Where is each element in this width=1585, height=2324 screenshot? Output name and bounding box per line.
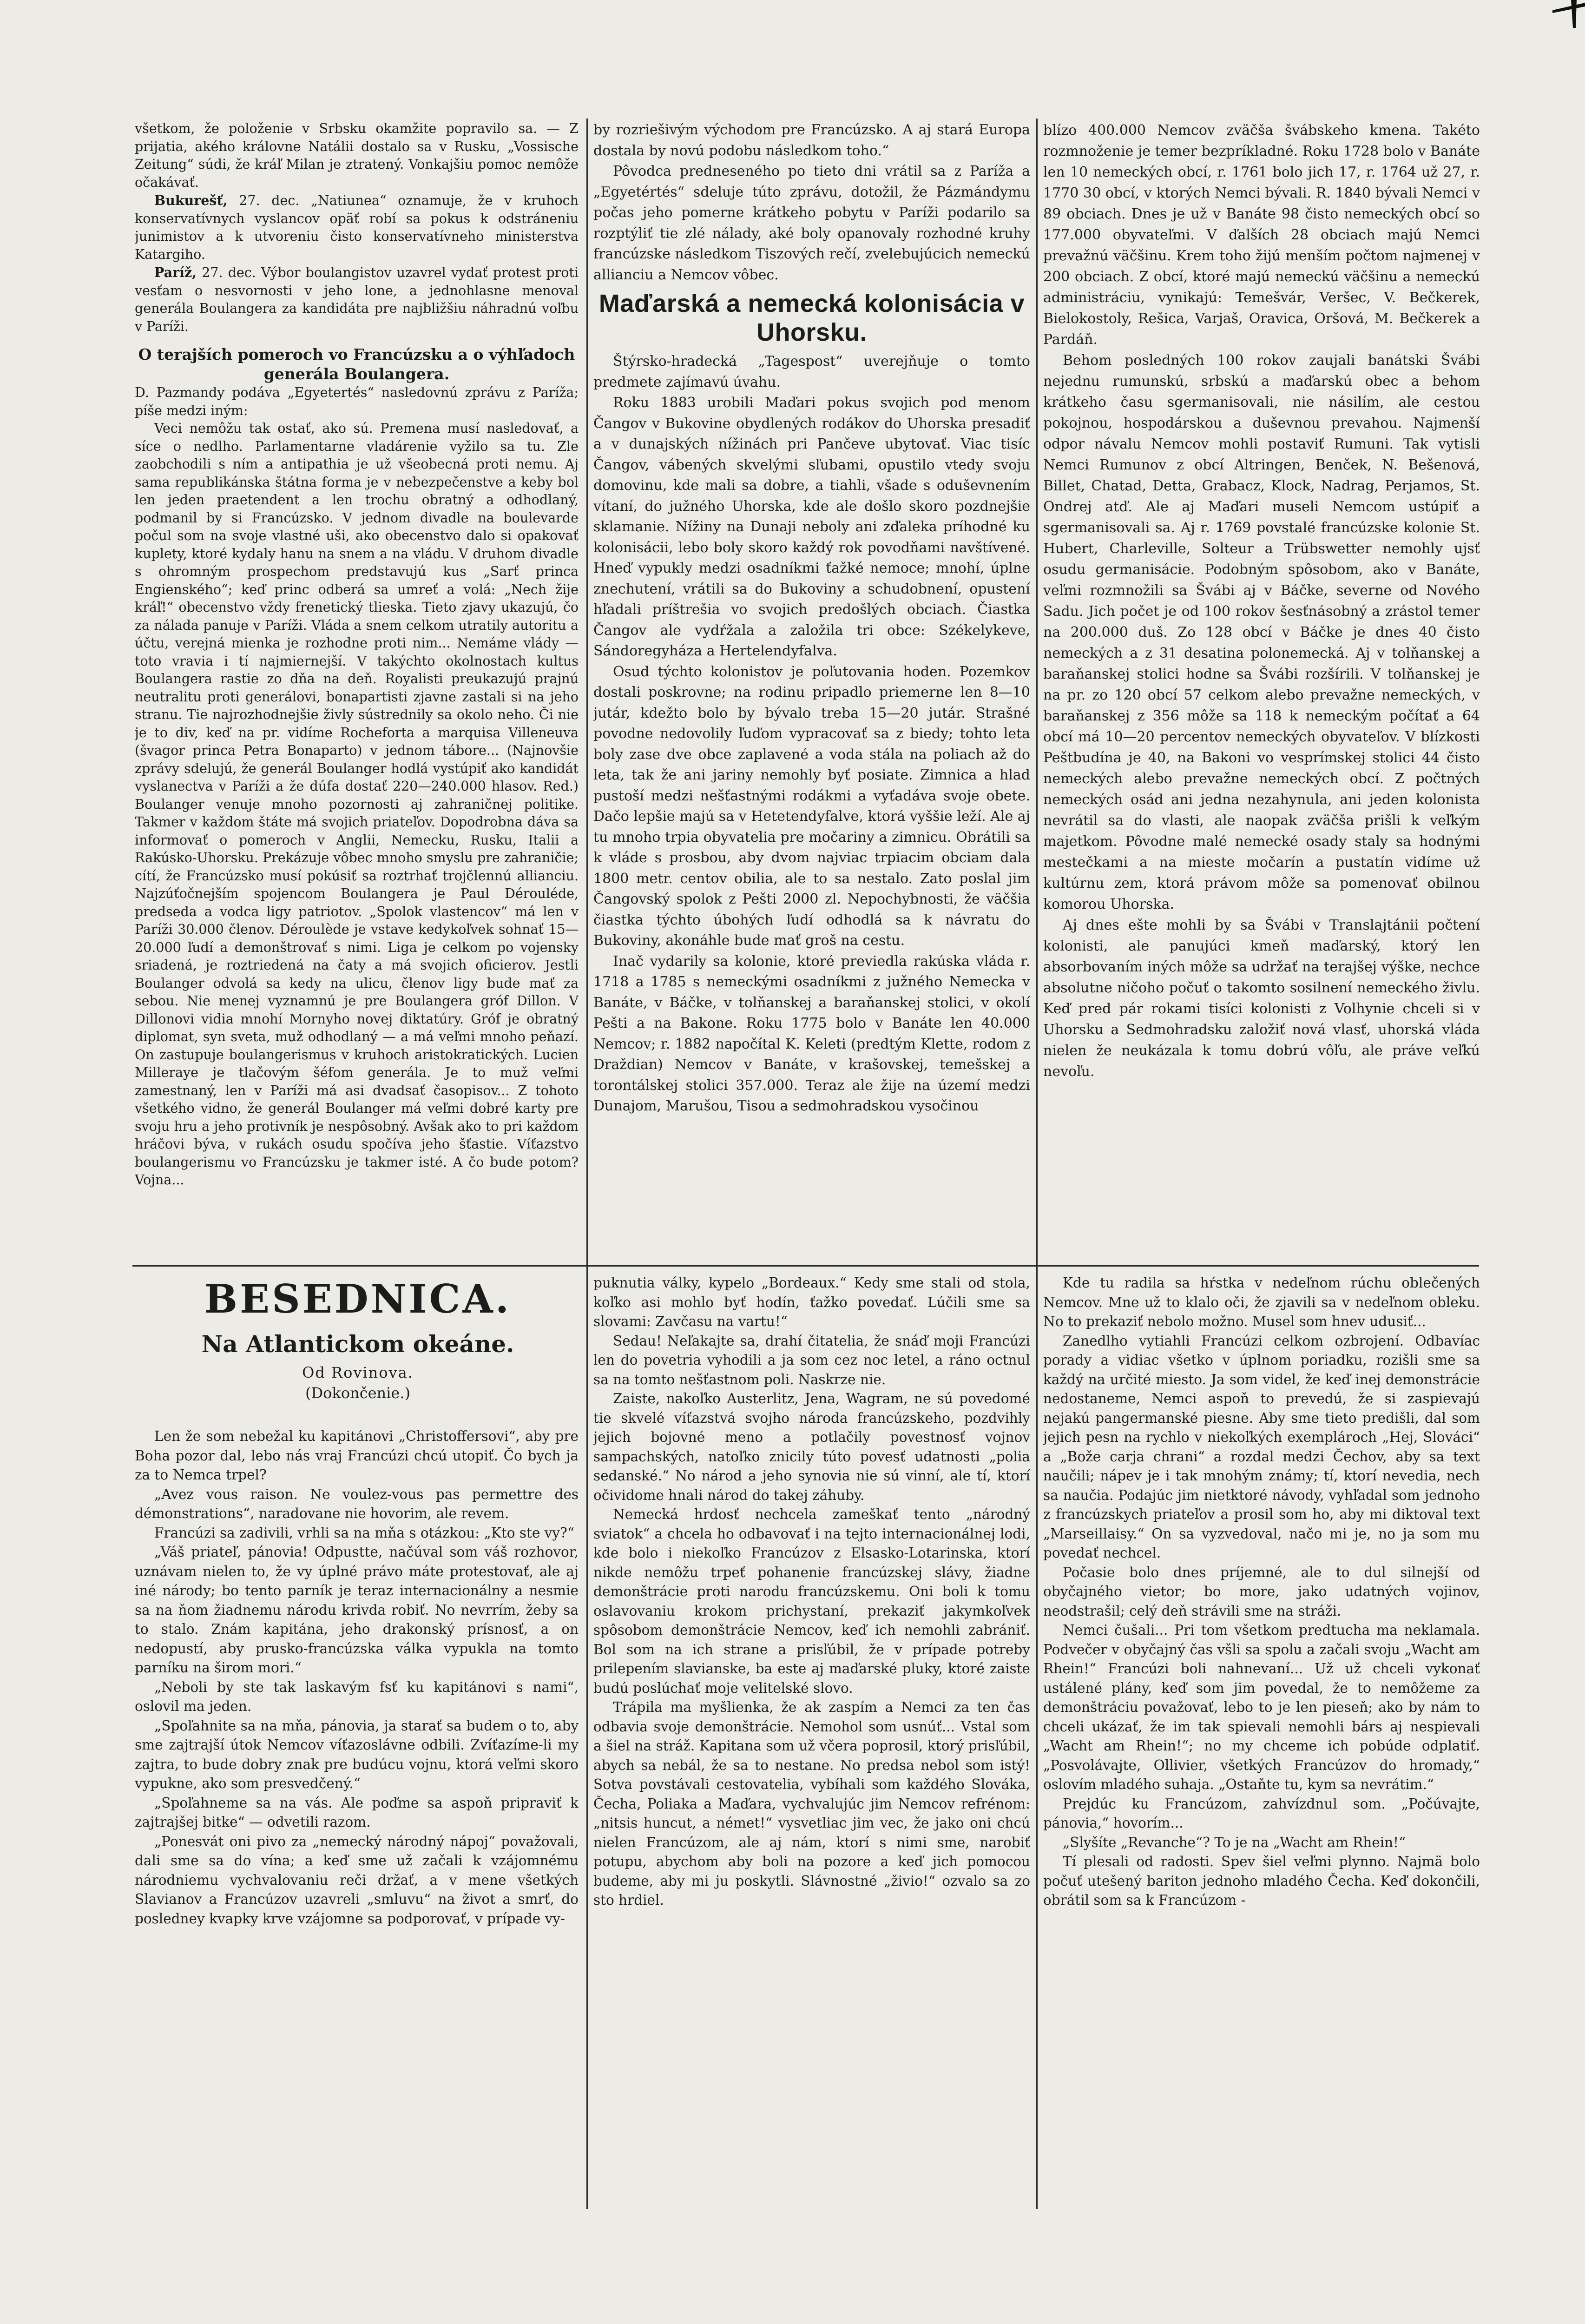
article-headline: Maďarská a nemecká kolonisácia v Uhorsku. (598, 290, 1025, 346)
column-rule (1036, 1265, 1038, 2209)
paragraph: Sedau! Neľakajte sa, drahí čitatelia, že snáď moji Francúzi len do povetria vyhodili a ja som cez noc letel, a ráno octnul sa na tomto nešťastnom poli. Naskrze nie. (593, 1333, 1030, 1387)
paragraph: „Slyšíte „Revanche“? To je na „Wacht am Rhein!“ (1063, 1834, 1406, 1850)
paragraph: Behom posledných 100 rokov zaujali banátski Švábi nejednu rumunskú, srbskú a maďarskú obec a behom krátkeho času sgermanisovali, nie násilím, ale cestou pokojnou, hospodárskou a duševnou prevahou. Najmenší odpor návalu Nemcov mohli postaviť Rumuni. Tak vytisli Nemci Rumunov z obcí Altringen, Benček, N. Bešenová, Billet, Chatad, Detta, Grabacz, Klock, Nadrag, Perjamos, St. Ondrej atď. Ale aj Maďari museli Nemcom ustúpiť a sgermanisovali sa. Aj r. 1769 povstalé francúzske kolonie St. Hubert, Charleville, Solteur a Trübswetter nemohly ujsť osudu germanisácie. Podobným spôsobom, ako v Banáte, veľmi rozmnožili sa Švábi aj v Báčke, severne od Nového Sadu. Jich počet je od 100 rokov šesťnásobný a zrástol temer na 200.000 duš. Zo 128 obcí v Báčke je dnes 40 čisto nemeckých a z 31 desatina polonemecká. Aj v tolňanskej a baraňanskej stolici hodne sa Švábi rozšírili. V tolňanskej je na pr. zo 120 obcí 57 celkom alebo prevažne nemeckých, v baraňanskej z 356 môže sa 118 k nemeckým počítať a 64 obcí má 10—20 percentov nemeckých obyvateľov. V blízkosti Peštbudína je 40, na Bakoni vo vesprímskej stolici 44 čisto nemeckých alebo prevažne nemeckých obcí. Z počtných nemeckých osád ani jedna nezahynula, ani jeden kolonista nevrátil sa do vlasti, ale naopak zväčša prišli k veľkým majetkom. Pôvodne malé nemecké osady staly sa hodnými mestečkami a na mieste močarín a pustatín vidíme už kultúrnu zem, ktorá právom môže sa pomenovať obilnou komorou Uhorska. (1043, 352, 1480, 912)
paragraph: „Ponesvát oni pivo za „nemecký národný nápoj“ považovali, dali sme sa do vína; a keď sme už začali k vzájomnému národniemu vychvalovaniu reči držať, a v mene všetkých Slavianov a Francúzov uzavreli „smluvu“ na život a smrť, do posledney kvapky krve vzájomne sa podporovať, v prípade vy- (135, 1833, 579, 1927)
paragraph-text: 27. dec. Výbor boulangistov uzavrel vydať protest proti vesťam o nesvornosti v jeho lone, a jednohlasne menoval generála Boulangera za kandidáta pre najbližšiu náhradnú voľbu v Paríži. (135, 265, 579, 334)
paragraph: Pôvodca predneseného po tieto dni vrátil sa z Paríža a „Egyetértés“ sdeluje túto zprávu, dotožil, že Pázmándymu počas jeho pomerne krátkeho pobytu v Paríži podarilo sa rozptýliť tie zlé nálady, aké boly opanovaly rozhodné kruhy francúzske následkom Tiszových rečí, zvelebujúcich nemeckú allianciu a Nemcov vôbec. (593, 163, 1030, 283)
section-divider (132, 1265, 1479, 1267)
paragraph: Francúzi sa zadivili, vrhli sa na mňa s otázkou: „Kto ste vy?“ (154, 1525, 574, 1541)
story-title: Na Atlantickom okeáne. (201, 1330, 514, 1358)
column-rule (586, 1265, 588, 2209)
paragraph (135, 264, 579, 336)
column-3-feuilleton (1043, 1274, 1480, 2208)
paragraph: Zaiste, nakoľko Austerlitz, Jena, Wagram, ne sú povedomé tie skvelé víťazstvá svojho národa francúzskeho, pozdvihly jejich bojovné meno a potlačily povestnosť vojnov sampachských, natoľko znicily túto povesť udatnosti „polia sedanské.“ No národ a jeho synovia nie sú vinní, ale tí, ktorí očividome hnali národ do takej záhuby. (593, 1391, 1030, 1503)
paragraph: Aj dnes ešte mohli by sa Švábi v Translajtánii počtení kolonisti, ale panujúci kmeň maďarský, ktorý len absorbovaním iných môže sa udržať na terajšej výške, nechce absolutne ničoho počuť o takomto sosilnení nemeckého živlu. Keď pred pár rokami tisíci kolonisti z Volhynie chceli si v Uhorsku a Sedmohradsku založiť nová vlasť, uhorská vláda nielen že neukázala k tomu dobrú vôľu, ale práve veľkú nevoľu. (1043, 917, 1480, 1080)
column-rule (1036, 119, 1038, 1267)
besednica-header (135, 1276, 581, 1403)
dateline: Paríž, (154, 264, 197, 280)
paragraph: Inač vydarily sa kolonie, ktoré previedla rakúska vláda r. 1718 a 1785 s nemeckými osadníkmi z južného Nemecka v Banáte, v Báčke, v tolňanskej a baraňanskej stolici, v okolí Pešti a na Bakone. Roku 1775 bolo v Banáte len 40.000 Nemcov; r. 1882 napočítal K. Keleti (predtým Klette, rodom z Draždian) Nemcov v Banáte, v krašovskej, temešskej a torontálskej stolici 357.000. Teraz ale žije na území medzi Dunajom, Marušou, Tisou a sedmohradskou vysočinou (593, 953, 1030, 1114)
paragraph: Trápila ma myšlienka, že ak zaspím a Nemci za ten čas odbavia svoje demonštrácie. Nemohol som usnúť... Vstal som a šiel na stráž. Kapitana som už včera poprosil, ktorý prisľúbil, abych sa nebál, že sa to nestane. No predsa nebol som istý! Sotva povstávali cestovatelia, vybíhali som každého Slováka, Čecha, Poliaka a Maďara, vychvalujúc jim Nemcov refrénom: „nitsis huncut, a német!“ vysvetliac jim vec, že jako oni chcú nielen Francúzom, ale aj nám, ktorí s nimi sme, narobiť potupu, abychom aby boli na pozore a keď jich pomocou budeme, aby mi ju poskytli. Slávnostné „živio!“ ozvalo sa zo sto hrdiel. (593, 1699, 1030, 1908)
paragraph: blízo 400.000 Nemcov zväčša švábskeho kmena. Takéto rozmnoženie je temer bezpríkladné. Roku 1728 bolo v Banáte len 10 nemeckých obcí, r. 1761 bolo jich 17, r. 1764 už 27, r. 1770 30 obcí, v ktorých Nemci bývali. R. 1840 bývali Nemci v 89 obciach. Dnes je už v Banáte 98 čisto nemeckých obcí so 177.000 obyvateľmi. V ďalších 28 obciach majú Nemci prevažnú väčšinu. Krem toho žijú menším počtom najmenej v 200 obciach. Z obcí, ktoré majú nemeckú väčšinu a nemeckú administráciu, vynikajú: Temešvár, Veršec, V. Bečkerek, Bielokostoly, Rešica, Varjaš, Oravica, Oršová, M. Bečkerek a Pardáň. (1043, 122, 1480, 348)
story-author: Od Rovinova. (302, 1364, 414, 1381)
paragraph: všetkom, že položenie v Srbsku okamžite popravilo sa. — Z prijatia, akého královne Natálii dostalo sa v Rusku, „Vossische Zeitung“ súdi, že kráľ Milan je ztratený. Vonkajšiu pomoc nemôže očakávať. (135, 121, 579, 190)
paragraph: Nemci čušali... Pri tom všetkom predtucha ma neklamala. Podvečer v obyčajný čas všli sa spolu a začali svoju „Wacht am Rhein!“ Francúzi boli nahnevaní... Už už chceli vykonať ustálené plány, keď som jim povedal, že to nemôžeme za demonštráciu považovať, lebo to je len pieseň; ako by nám to chceli ukázať, že im tak spievali nemohli bárs aj nespievali „Wacht am Rhein!“; no my chceme ich pobúde odplatiť. „Posvolávajte, Ollivier, všetkých Francúzov do hromady,“ oslovím mladého suhaja. „Ostaňte tu, kym sa nevrátim.“ (1043, 1622, 1480, 1792)
column-2-article (593, 120, 1030, 1263)
paragraph: Počasie bolo dnes príjemné, ale to dul silnejší od obyčajného vietor; bo more, jako udatných vojinov, neodstrašil; celý deň strávili sme na stráži. (1043, 1564, 1480, 1619)
paragraph: Nemecká hrdosť nechcela zameškať tento „národný sviatok“ a chcela ho odbavovať i na tejto internacionálnej lodi, kde bolo i niekoľko Francúzov z Elsasko-Lotarinska, ktorí nikde nemôžu trpeť pohanenie francúzskej slávy, žiadne demonštrácie proti narodu francúzskemu. Oni boli k tomu oslavovaniu krokom prichystaní, prekaziť jakymkoľvek spôsobom demonštrácie Nemcov, keď ich nemohli zabrániť. Bol som na ich strane a prisľúbil, že v prípade potreby prilepením slavianske, ba este aj maďarské pluky, ktoré zaiste budú poslúchať moje velitelské slovo. (593, 1506, 1030, 1696)
column-3-article (1043, 120, 1480, 1263)
paragraph: Tí plesali od radosti. Spev šiel veľmi plynno. Najmä bolo počuť utešený bariton jednoho mladého Čecha. Keď dokončili, obrátil som sa k Francúzom - (1043, 1854, 1480, 1908)
paragraph: „Váš priateľ, pánovia! Odpustte, načúval som váš rozhovor, uznávam nielen to, že vy úplné právo máte protestovať, ale aj iné národy; bo tento parník je teraz internacionálny a nesmie sa na ňom žiadnemu národu krivda robiť. No nevrrím, žeby sa to stalo. Znám kapitána, jeho drakonský prísnosť, a on nedopustí, aby prusko-francúzska válka vypukla na tomto parníku na širom mori.“ (135, 1544, 579, 1676)
paragraph: Veci nemôžu tak ostať, ako sú. Premena musí nasledovať, a síce o nedlho. Parlamentarne vladárenie vyžilo sa tu. Zle zaobchodili s ním a antipathia je už všeobecná proti nemu. Aj sama republikánska štátna forma je v nebezpečenstve a keby bol len jeden praetendent a len trochu obratný a odhodlaný, podmanil by si Francúzsko. V jednom divadle na boulevarde počul som na svoje vlastné uši, ako obecenstvo dalo si opakovať kuplety, ktoré kydaly hanu na snem a na vládu. V druhom divadle s ohromným prospechom predstavujú kus „Sarť princa Engienského“; keď princ odberá sa umreť a volá: „Nech žije kráľ!“ obecenstvo vždy frenetický tlieska. Tieto zjavy ukazujú, čo za nálada panuje v Paríži. Vláda a snem celkom utratily autoritu a účtu, verejná mienka je rozhodne proti nim... Nemáme vlády — toto vravia i tí najmiernejší. V takýchto okolnostach kultus Boulangera rastie zo dňa na deň. Royalisti preukazujú prajnú neutralitu proti generálovi, bonapartisti zjavne zastali si na jeho stranu. Tie najrozhodnejšie živly sústrednily sa okolo neho. Či nie je to div, keď na pr. vidíme Rocheforta a marquisa Villeneuva (švagor princa Petra Bonaparto) v jednom tábore... (Najnovšie zprávy sdelujú, že generál Boulanger hodlá vystúpiť ako kandidát vyslanectva v Paríži a že dúfa dostať 220—240.000 hlasov. Red.) Boulanger venuje mnoho pozornosti aj zahraničnej politike. Takmer v každom štáte má svojich priateľov. Dopodrobna dáva sa informovať o pomeroch v Anglii, Nemecku, Rusku, Italii a Rakúsko-Uhorsku. Prekázuje vôbec mnoho smyslu pre zahraničie; cítí, že Francúzsko musí pokúsiť sa roztrhať trojčlennú allianciu. Najzúťočnejším spojencom Boulangera je Paul Dérouléde, predseda a vodca ligy patriotov. „Spolok vlastencov“ má len v Paríži 30.000 členov. Déroulède je vstave kedykoľvek sohnať 15—20.000 ľudí a demonštrovať s nimi. Liga je celkom po vojensky sriadená, je roztriedená na čaty a má svojich oficierov. Jestli Boulanger odvolá sa kedy na ulicu, členov ligy bude mať za sebou. Nie menej vyznamnú je pre Boulangera gróf Dillon. V Dillonovi vidia mnohí Mornyho novej diktatúry. Gróf je obratný diplomat, syn sveta, muž odhodlaný — a má veľmi mnoho peňazí. On zastupuje boulangerismus v kruhoch aristokratických. Lucien Milleraye je tlačovým šéfom generála. Je to muž veľmi zamestnaný, len v Paríži má asi dvadsať časopisov... Z tohoto všetkého vidno, že generál Boulanger má veľmi dobré karty pre svoju hru a jeho protivník je nespôsobný. Avšak ako to pri každom hráčovi býva, v rukách osudu spočíva jeho šťastie. Víťazstvo boulangerismu vo Francúzsku je takmer isté. A čo bude potom? Vojna... (135, 421, 579, 1188)
corner-mark-icon (1552, 0, 1585, 28)
column-2-feuilleton (593, 1274, 1030, 2208)
column-rule (586, 119, 588, 1267)
continuation-note: (Dokončenie.) (305, 1384, 410, 1402)
paragraph: by rozriešivým východom pre Francúzsko. A aj stará Europa dostala by novú podobu následkom toho.“ (593, 122, 1030, 159)
paragraph: Štýrsko-hradecká „Tagespost“ uverejňuje o tomto predmete zajímavú úvahu. (593, 353, 1030, 390)
column-1-news (135, 120, 579, 1263)
paragraph: Len že som nebežal ku kapitánovi „Christoffersovi“, aby pre Boha pozor dal, lebo nás vraj Francúzi chcú utopiť. Čo bych ja za to Nemca trpel? (135, 1428, 579, 1483)
paragraph: Osud týchto kolonistov je poľutovania hoden. Pozemkov dostali poskrovne; na rodinu pripadlo priemerne len 8—10 jutár, kdežto bolo by bývalo treba 15—20 jutár. Strašné povodne nedovolily ľuďom vypracovať sa z biedy; tohto leta boly zase dve obce zaplavené a voda stála na poliach až do leta, tak že ani jariny nemohly byť posiate. Zimnica a hlad pustoší medzi nešťastnými rodákmi a vyťadáva svoje obete. Dačo lepšie majú sa v Hetetendyfalve, ktorá vyššie leží. Ale aj tu mnoho trpia obyvatelia pre močariny a zimnicu. Obrátili sa k vláde s prosbou, aby dvom najviac trpiacim obciam dala 1800 metr. centov obilia, ale to sa nestalo. Zato poslal jim Čangovský spolok z Pešti 2000 zl. Nepochybnosti, že väčšia čiastka týchto úbohých ľudí odhodlá sa k návratu do Bukoviny, akonáhle bude mať groš na cestu. (593, 663, 1030, 949)
paragraph (135, 191, 579, 264)
paragraph: „Avez vous raison. Ne voulez-vous pas permettre des démonstrations“, naradovane nie hovorim, ale revem. (135, 1486, 579, 1521)
paragraph: puknutia války, kypelo „Bordeaux.“ Kedy sme stali od stola, koľko asi mohlo byť hodín, ťažko povedať. Lúčili sme sa slovami: Zavčasu na vartu!“ (593, 1275, 1030, 1329)
paragraph: „Neboli by ste tak laskavým fsť ku kapitánovi s nami“, oslovil ma jeden. (135, 1679, 579, 1714)
paragraph: „Spoľahneme sa na vás. Ale poďme sa aspoň pripraviť k zajtrajšej bitke“ — odvetili razom. (135, 1795, 579, 1830)
paragraph: D. Pazmandy podáva „Egyetertés“ nasledovnú zprávu z Paríža; píše medzi iným: (135, 385, 579, 418)
paragraph: Kde tu radila sa hŕstka v nedeľnom rúchu oblečených Nemcov. Mne už to klalo oči, že zjavili sa v nedeľnom obleku. No to prekaziť nebolo možno. Musel som hnev udusiť... (1043, 1275, 1480, 1329)
paragraph: Prejdúc ku Francúzom, zahvízdnul som. „Počúvajte, pánovia,“ hovorím... (1043, 1796, 1480, 1831)
paragraph: „Spoľahnite sa na mňa, pánovia, ja starať sa budem o to, aby sme zajtrajší útok Nemcov víťazoslávne odbili. Zvíťazíme-li my zajtra, to bude dobry znak pre budúcu vojnu, ktorá veľmi skoro vypukne, ako som presvedčený.“ (135, 1717, 579, 1791)
dateline: Bukurešť, (154, 192, 228, 208)
article-heading: O terajších pomeroch vo Francúzsku a o výhľadoch generála Boulangera. (138, 345, 575, 383)
paragraph-text: 27. dec. „Natiunea“ oznamuje, že v kruhoch konservatívnych vyslancov opäť robí sa pokus k odstráneniu junimistov a k utvoreniu čisto konservatívneho ministerstva Katargiho. (135, 193, 579, 262)
section-title: BESEDNICA. (204, 1276, 511, 1322)
column-1-feuilleton (135, 1427, 579, 2208)
paragraph: Zanedlho vytiahli Francúzi celkom ozbrojení. Odbavíac porady a vidiac všetko v úplnom poriadku, rozišli sme sa každý na určité miesto. Ja som videl, že keď inej demonstrácie nedostaneme, Nemci aspoň to prevedú, že si zaspievajú nejakú pangermanské piesne. Aby sme tieto predišli, dal som jejich pesn na rychlo v niekoľkých exemplároch „Hej, Slováci“ a „Bože carja chrani“ a rozdal medzi Čechov, aby sa text naučili; nápev je i tak mnohým známy; tí, ktorí nevedia, nech sa naučia. Podajúc jim nietktoré návody, vyhľadal som jednoho z francúzskych priateľov a prosil som ho, aby mi diktoval text „Marseillaisy.“ On sa vyzvedoval, načo mi je, no ja som mu povedať nechcel. (1043, 1333, 1480, 1561)
paragraph: Roku 1883 urobili Maďari pokus svojich pod menom Čangov v Bukovine obydlených rodákov do Uhorska presadiť a v dunajských nížinách pri Pančeve ubytovať. Viac tisíc Čangov, vábených skvelými sľubami, opustilo vtedy svoju domovinu, kde mali sa dobre, a tiahli, všade s oduševnením vítaní, do južného Uhorska, kde ale došlo skoro pozdnejšie sklamanie. Nížiny na Dunaji neboly ani zďaleka príhodné ku kolonisácii, lebo boly skoro každý rok povodňami navštívené. Hneď vypukly medzi osadníkmi ťažké nemoce; mnohí, úplne znechutení, vrátili sa do Bukoviny a schudobnení, opustení hľadali príštrešia vo svojich predošlých obciach. Čiastka Čangov ale vydŕžala a založila tri obce: Székelykeve, Sándoregyháza a Hertelendyfalva. (593, 395, 1030, 659)
